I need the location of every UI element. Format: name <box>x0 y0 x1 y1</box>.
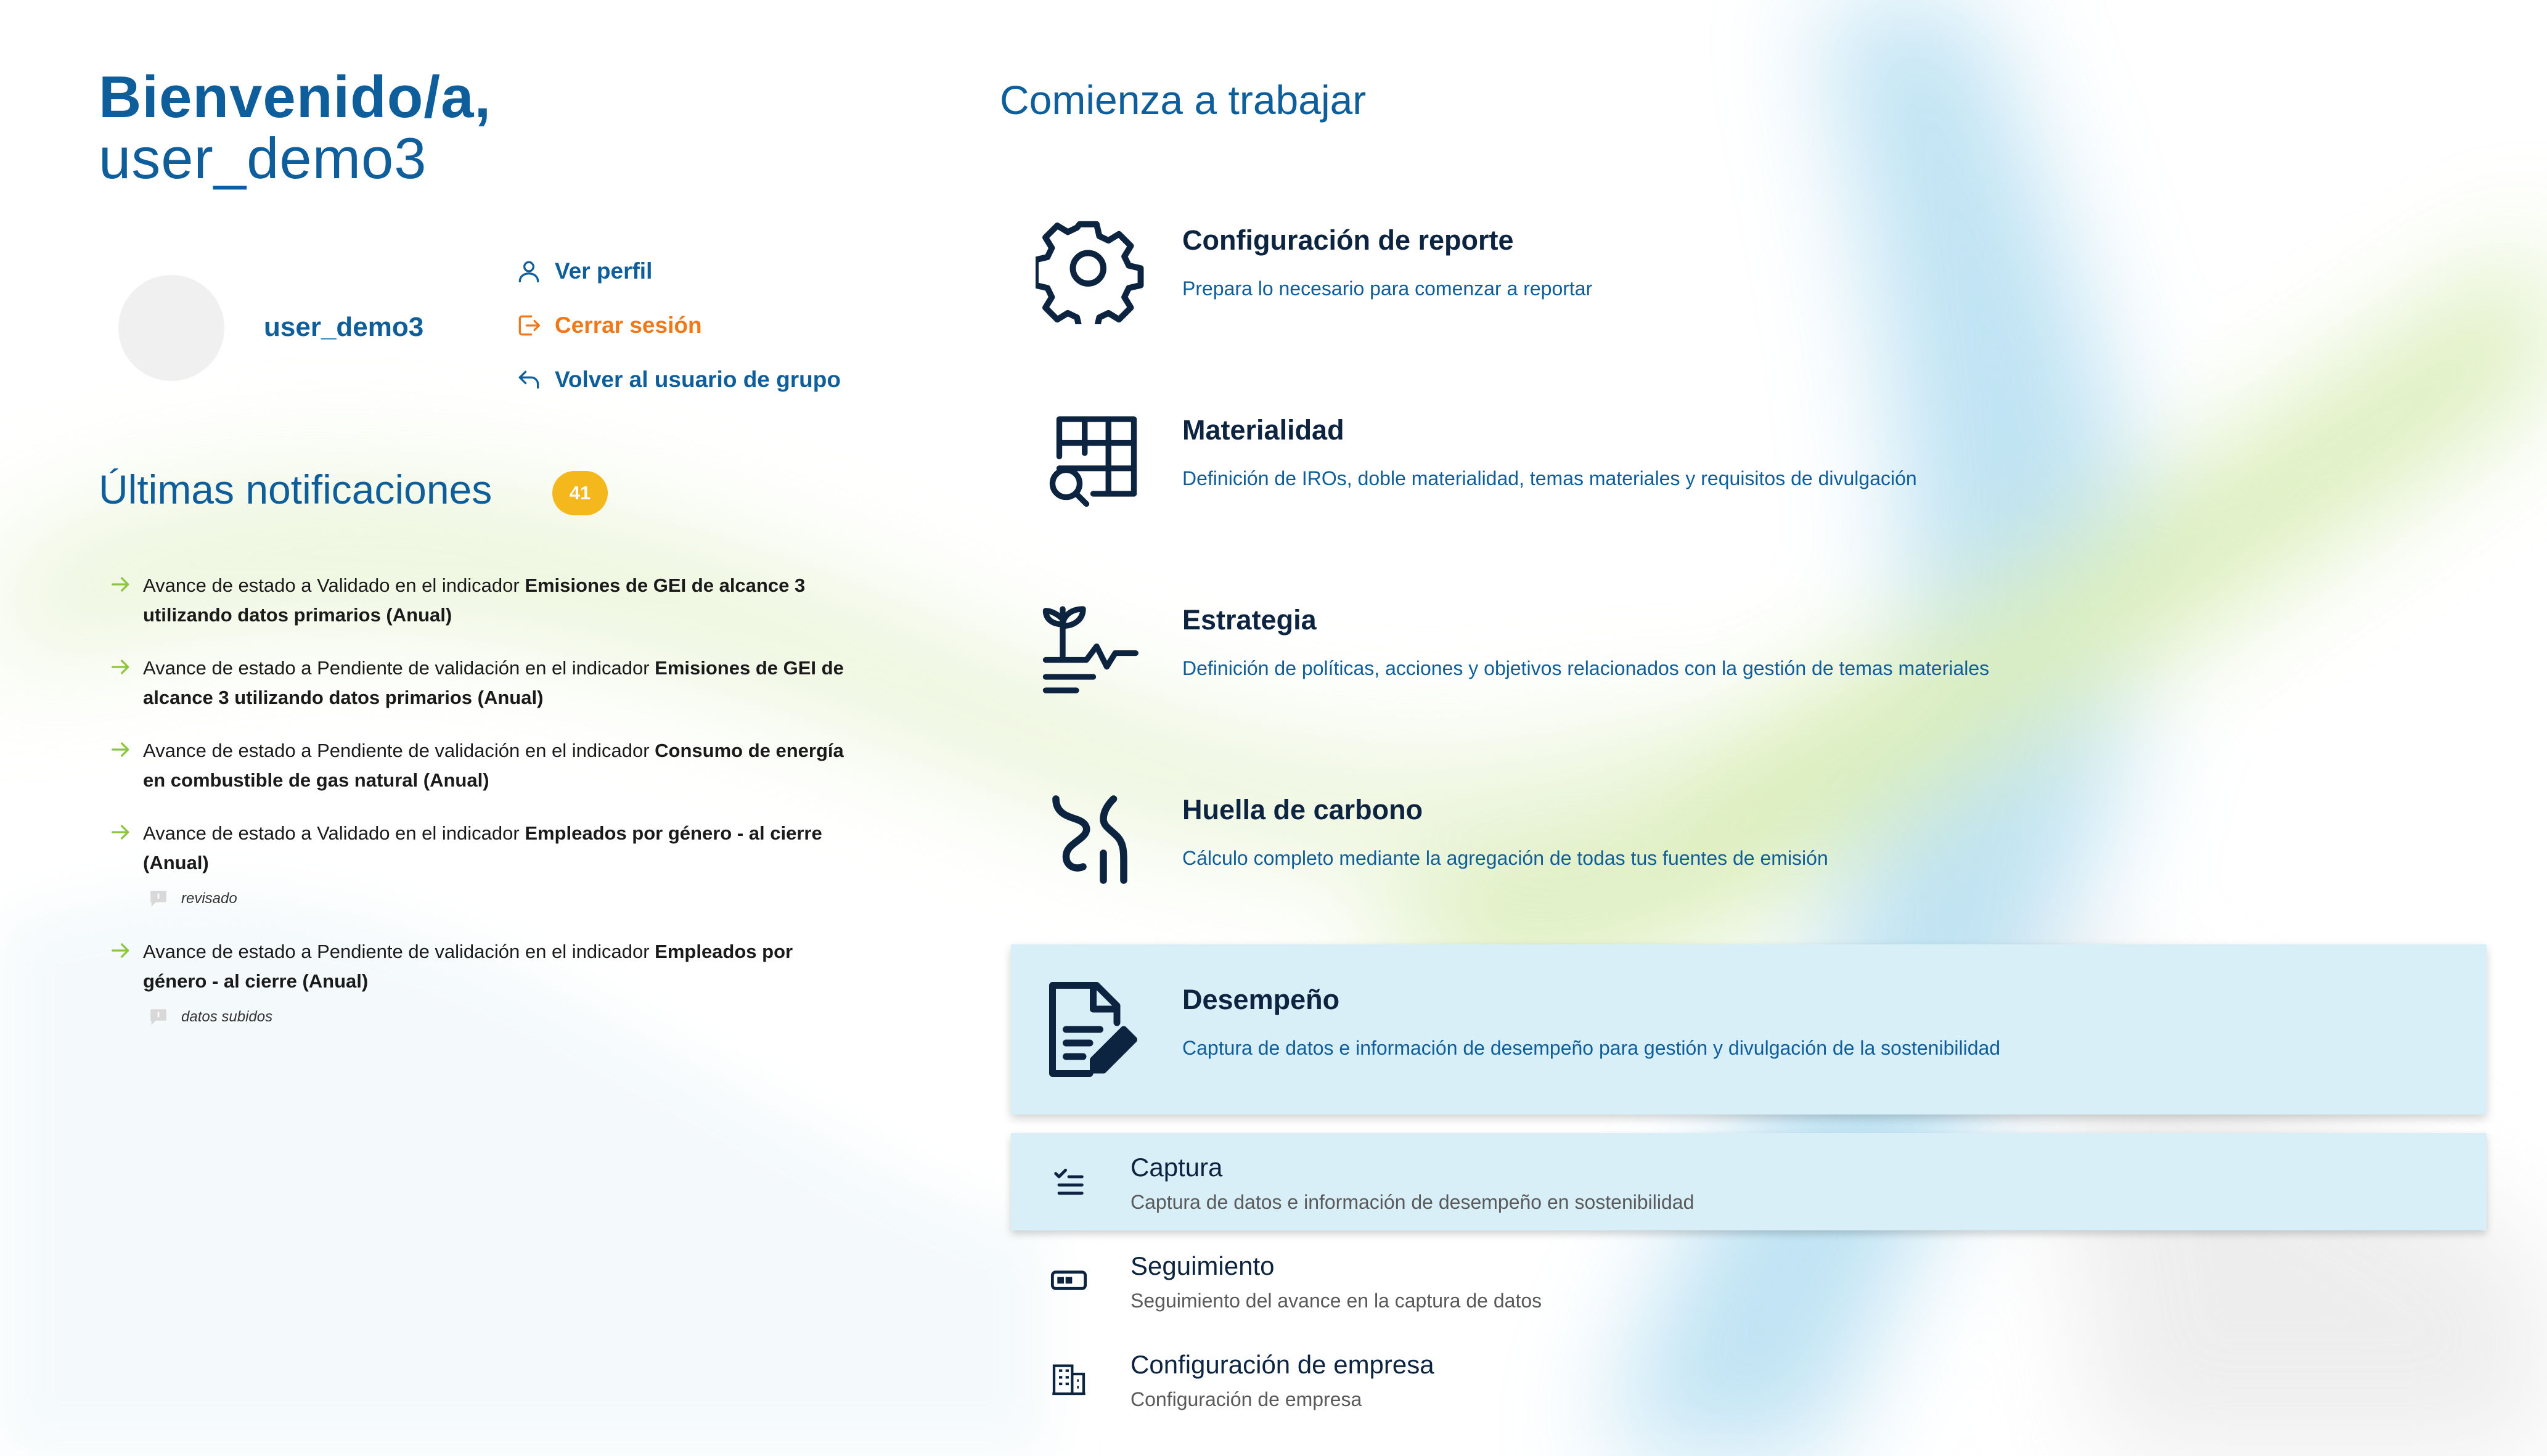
submodule-title: Seguimiento <box>1130 1251 1275 1280</box>
notification-text: Avance de estado a Pendiente de validación en el indicador <box>143 941 655 962</box>
building-icon <box>1049 1359 1089 1399</box>
notification-indicator: Consumo de energía en combustible de gas natural (Anual) <box>143 740 844 791</box>
progress-icon <box>1049 1261 1089 1300</box>
comment-icon <box>148 1007 169 1028</box>
view-profile-link[interactable] <box>515 258 652 285</box>
logout-link[interactable] <box>515 312 702 339</box>
module-description: Definición de políticas, acciones y objetivos relacionados con la gestión de temas materiales <box>1182 657 1990 679</box>
undo-arrow-icon <box>515 366 542 393</box>
notification-text: Avance de estado a Pendiente de validación en el indicador <box>143 740 655 761</box>
notification-item[interactable] <box>108 736 848 795</box>
plant-icon <box>1036 595 1144 704</box>
checklist-icon <box>1049 1162 1089 1201</box>
arrow-right-icon <box>108 820 133 845</box>
notifications-list <box>108 571 848 1055</box>
notifications-title: Últimas notificaciones <box>99 467 493 512</box>
document-edit-icon <box>1036 975 1144 1084</box>
submodule-title: Captura <box>1130 1153 1223 1182</box>
module-description: Prepara lo necesario para comenzar a reportar <box>1182 277 1593 300</box>
module-title: Estrategia <box>1182 604 1317 636</box>
comment-text: revisado <box>181 890 237 907</box>
submodule-description: Configuración de empresa <box>1130 1388 1362 1410</box>
module-description: Definición de IROs, doble materialidad, temas materiales y requisitos de divulgación <box>1182 467 1917 489</box>
notification-item[interactable] <box>108 653 848 713</box>
notification-indicator: Emisiones de GEI de alcance 3 utilizando datos primarios (Anual) <box>143 575 806 626</box>
submodule-description: Captura de datos e información de desempeño en sostenibilidad <box>1130 1191 1695 1213</box>
notification-indicator: Emisiones de GEI de alcance 3 utilizando datos primarios (Anual) <box>143 657 844 708</box>
notification-indicator: Empleados por género - al cierre (Anual) <box>143 941 793 992</box>
arrow-right-icon <box>108 737 133 762</box>
arrow-right-icon <box>108 572 133 597</box>
notification-text: Avance de estado a Validado en el indicador <box>143 822 525 844</box>
gear-icon <box>1036 216 1144 324</box>
submodule-title: Configuración de empresa <box>1130 1350 1434 1379</box>
notification-item[interactable] <box>108 819 848 914</box>
arrow-right-icon <box>108 938 133 963</box>
username-label: user_demo3 <box>264 312 424 342</box>
notifications-count-badge: 41 <box>552 471 608 515</box>
back-to-group-link[interactable] <box>515 366 841 393</box>
user-icon <box>515 258 542 285</box>
submodule-seguimiento[interactable] <box>1011 1232 2487 1329</box>
module-description: Cálculo completo mediante la agregación de todas tus fuentes de emisión <box>1182 847 1828 869</box>
module-title: Configuración de reporte <box>1182 224 1514 256</box>
submodule-configuracion-empresa[interactable] <box>1011 1330 2487 1428</box>
greeting-username: user_demo3 <box>99 126 427 190</box>
notification-comment <box>108 884 848 914</box>
module-card-estrategia[interactable] <box>1011 565 2487 735</box>
module-description: Captura de datos e información de desempeño para gestión y divulgación de la sostenibilidad <box>1182 1037 2001 1059</box>
module-title: Huella de carbono <box>1182 794 1423 825</box>
notification-indicator: Empleados por género - al cierre (Anual) <box>143 822 822 873</box>
notification-comment <box>108 1002 848 1032</box>
notification-text: Avance de estado a Validado en el indicador <box>143 575 525 596</box>
module-card-materialidad[interactable] <box>1011 375 2487 545</box>
module-card-huella-carbono[interactable] <box>1011 755 2487 925</box>
module-title: Materialidad <box>1182 414 1344 446</box>
footprint-icon <box>1036 785 1144 894</box>
module-card-desempeno[interactable] <box>1011 944 2487 1114</box>
comment-icon <box>148 888 169 909</box>
arrow-right-icon <box>108 655 133 679</box>
logout-icon <box>515 312 542 339</box>
notification-text: Avance de estado a Pendiente de validación en el indicador <box>143 657 655 679</box>
notification-item[interactable] <box>108 571 848 630</box>
back-to-group-label: Volver al usuario de grupo <box>555 367 841 392</box>
logout-label: Cerrar sesión <box>555 313 702 338</box>
submodule-description: Seguimiento del avance en la captura de datos <box>1130 1290 1542 1312</box>
work-section-title: Comienza a trabajar <box>1000 77 1367 123</box>
submodule-captura[interactable] <box>1011 1133 2487 1230</box>
notification-item[interactable] <box>108 937 848 1032</box>
greeting-title: Bienvenido/a, <box>99 64 492 130</box>
comment-text: datos subidos <box>181 1008 273 1025</box>
avatar[interactable] <box>118 275 224 381</box>
module-title: Desempeño <box>1182 984 1340 1015</box>
view-profile-label: Ver perfil <box>555 258 653 284</box>
grid-search-icon <box>1036 406 1144 514</box>
module-card-configuracion-reporte[interactable] <box>1011 185 2487 355</box>
